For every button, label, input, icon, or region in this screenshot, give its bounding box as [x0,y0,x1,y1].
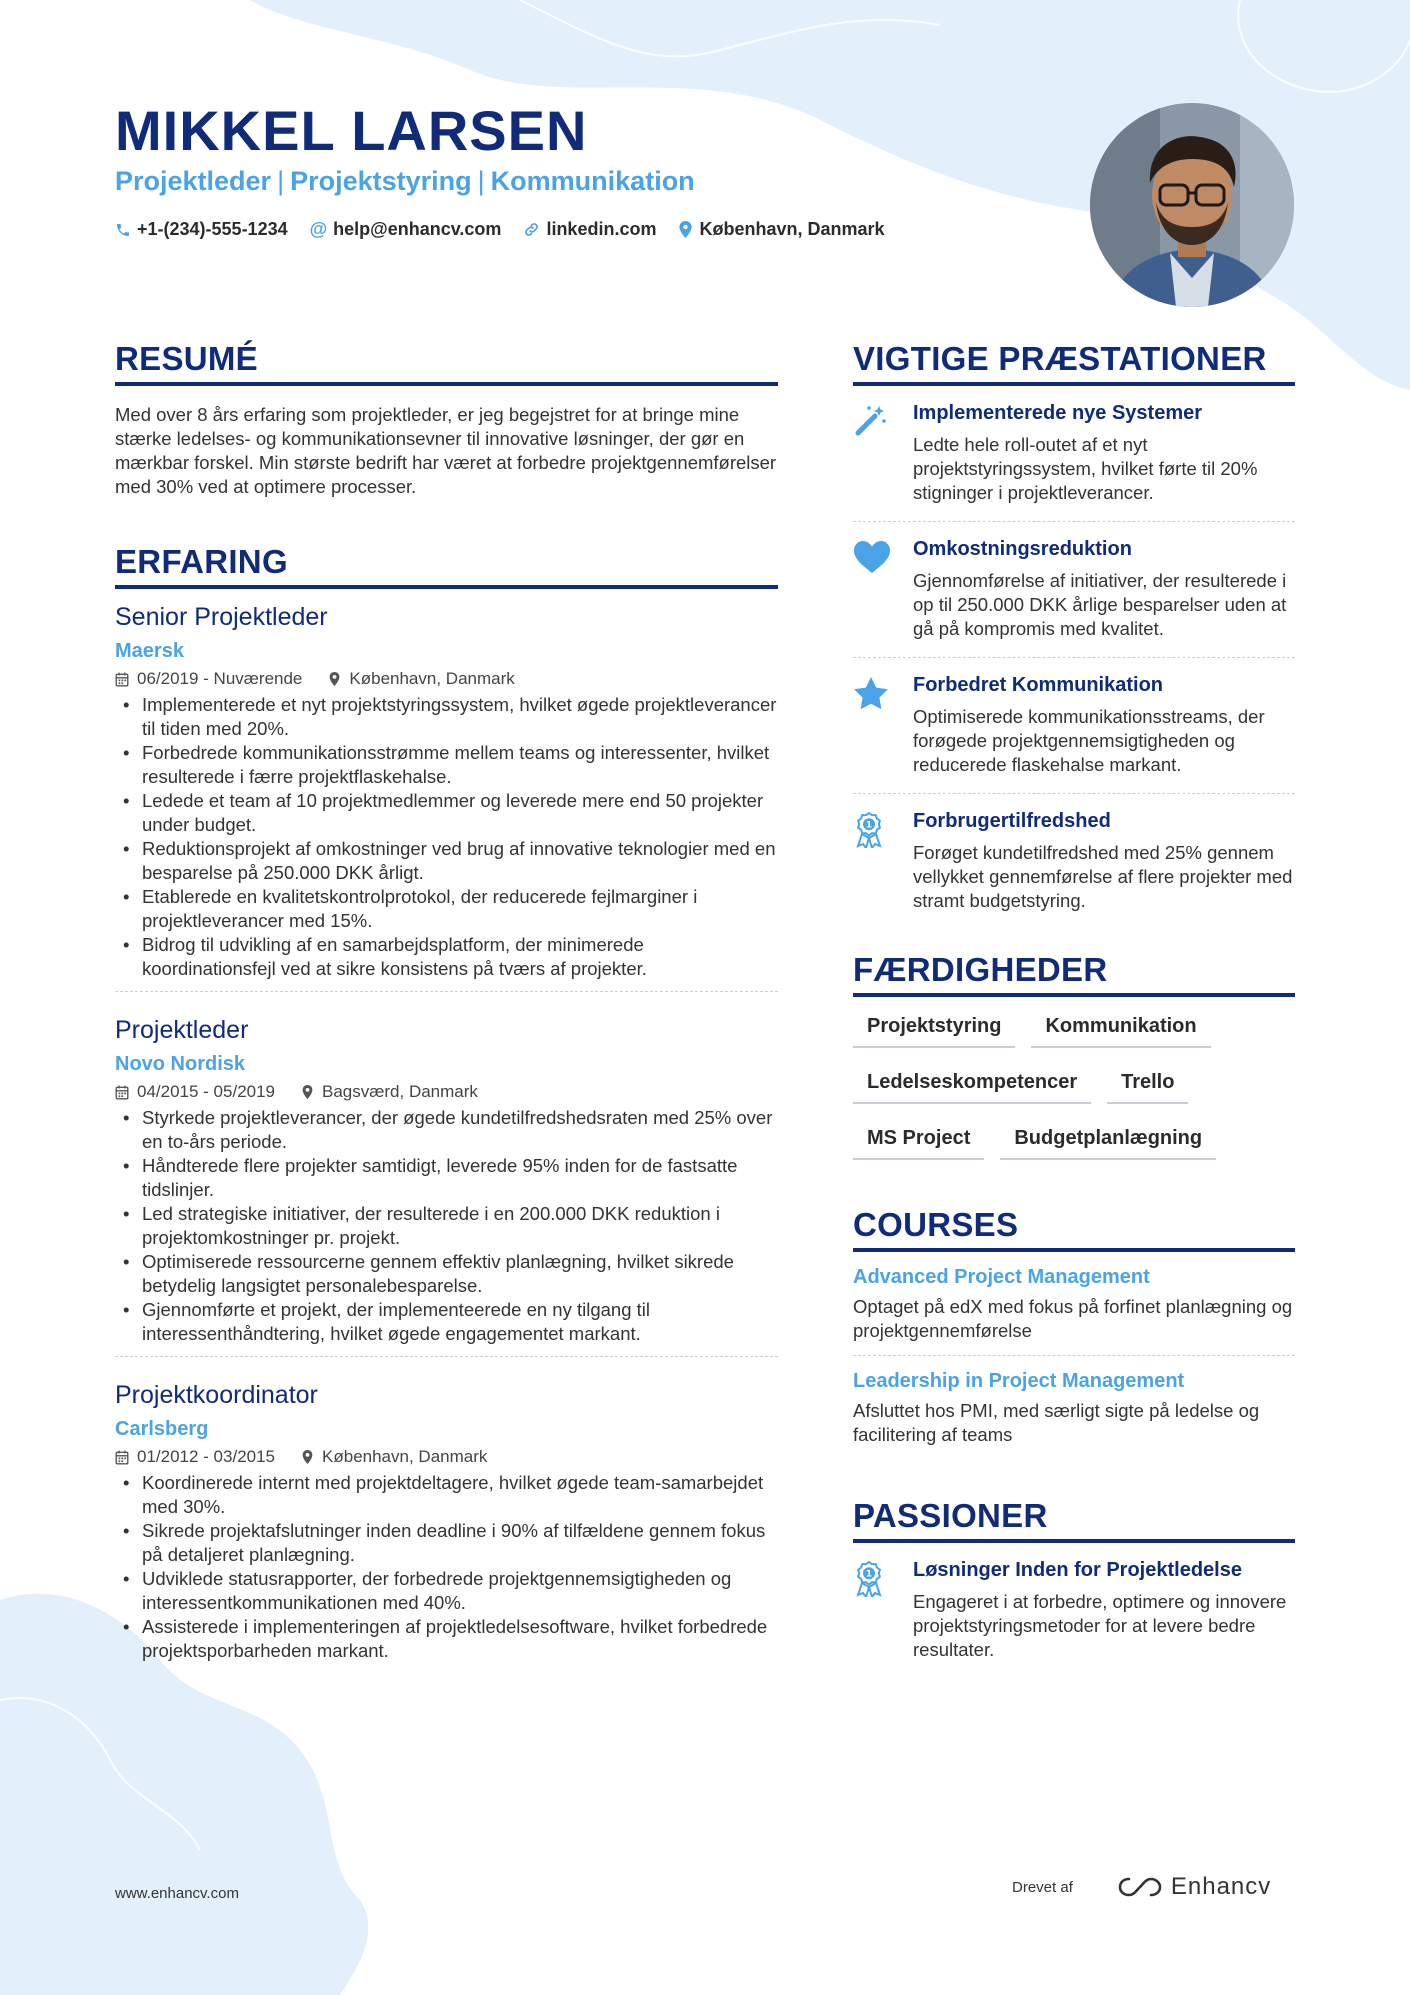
phone-text: +1-(234)-555-1234 [137,219,288,239]
brand-name: Enhancv [1170,1873,1272,1900]
achievement-item [853,522,1295,658]
job-meta [115,669,778,689]
job-dates-text: 06/2019 - Nuværende [137,669,303,688]
phone-icon [115,222,131,238]
achievement-text: Forøget kundetilfredshed med 25% gennem vellykket gennemførelse af flere projekter med stramt budgetstyring. [913,842,1293,911]
job-bullet: • Ledede et team af 10 projektmedlemmer og leverede mere end 50 projekter under budget. [115,789,778,837]
skill-tag: Ledelseskompetencer [853,1063,1091,1104]
location-text: København, Danmark [699,219,885,239]
course-title: Leadership in Project Management [853,1370,1185,1392]
experience-section [115,543,778,1673]
courses-section [853,1206,1295,1459]
skill-tag: Projektstyring [853,1007,1015,1048]
job-bullet: • Udviklede statusrapporter, der forbedrede projektgennemsigtigheden og interessentkommunikationen med 40%. [115,1567,778,1615]
achievement-title: Implementerede nye Systemer [913,402,1203,424]
award-ribbon-icon [853,1561,885,1597]
location-pin-icon [301,1449,322,1465]
job-meta [115,1447,778,1467]
course-item [853,1252,1295,1356]
course-text: Optaget på edX med fokus på forfinet planlægning og projektgennemførelse [853,1296,1293,1341]
achievement-list [853,386,1295,929]
left-column [115,340,778,1673]
footer-branding [1012,1873,1271,1901]
profile-photo [1090,103,1294,307]
headline-skill-2: Kommunikation [490,166,695,196]
calendar-icon [115,1450,137,1465]
job-bullet: • Optimiserede ressourcerne gennem effektiv planlægning, hvilket sikrede betydelig langsigtet personalebesparelse. [115,1250,778,1298]
achievement-item [853,658,1295,794]
achievement-body [913,810,1295,913]
summary-section [115,340,778,499]
job-dates [115,1447,275,1467]
achievement-body [913,402,1295,505]
course-item [853,1356,1295,1459]
job-location-text: København, Danmark [322,1447,488,1466]
achievement-text: Gjennomførelse af initiativer, der resulterede i op til 250.000 DKK årlige besparelser uden at gå på kompromis med kvalitet. [913,570,1287,639]
job-dates [115,1082,275,1102]
job-bullet: • Implementerede et nyt projektstyringssystem, hvilket øgede projektleverancer til tiden med 20%. [115,693,778,741]
job-dates-text: 01/2012 - 03/2015 [137,1447,276,1466]
svg-text:1: 1 [865,820,873,831]
skill-tag: Kommunikation [1031,1007,1210,1048]
at-icon: @ [309,219,328,239]
location-pin-icon [678,221,693,238]
job-bullet: • Reduktionsprojekt af omkostninger ved brug af innovative teknologier med en besparelse på 250.000 DKK årligt. [115,837,778,885]
job-location-text: København, Danmark [349,669,515,688]
magic-wand-icon [853,404,887,438]
summary-text: Med over 8 års erfaring som projektleder, er jeg begejstret for at bringe mine stærke ledelses- og kommunikationsevner til innovative løsninger, der gør en mærkbar forskel. Min største bedrift har været at forbedre projektgennemførelser med 30% ved at optimere processer. [115,404,777,497]
course-title: Advanced Project Management [853,1266,1150,1288]
headline-role: Projektleder [115,166,272,196]
contact-location [678,219,884,240]
achievement-item [853,386,1295,522]
job-entry [115,1381,778,1673]
company-name: Carlsberg [115,1418,209,1440]
job-bullets [115,1471,778,1663]
passions-section [853,1497,1295,1678]
passion-body [913,1559,1295,1662]
contact-linkedin[interactable] [523,219,656,240]
powered-by-text: Drevet af [1012,1878,1073,1896]
job-dates [115,669,302,689]
linkedin-text: linkedin.com [546,219,657,239]
achievement-text: Optimiserede kommunikationsstreams, der forøgede projektgennemsigtigheden og reducerede flaskehalse markant. [913,706,1265,775]
job-location-text: Bagsværd, Danmark [322,1082,478,1101]
courses-title: COURSES [853,1206,1295,1252]
headline-separator: | [477,166,485,196]
job-bullet: • Styrkede projektleverancer, der øgede kundetilfredshedsraten med 25% over en to-års periode. [115,1106,778,1154]
job-title: Projektleder [115,1016,249,1044]
award-ribbon-icon [853,812,885,848]
passion-list [853,1543,1295,1678]
job-bullet: • Led strategiske initiativer, der resulterede i en 200.000 DKK reduktion i projektomkostninger pr. projekt. [115,1202,778,1250]
achievement-icon-wrap [853,674,913,777]
skill-tag: MS Project [853,1119,984,1160]
achievements-title: VIGTIGE PRÆSTATIONER [853,340,1295,386]
heart-icon [853,540,891,574]
achievement-body [913,674,1295,777]
job-location [301,1082,478,1102]
job-location [328,669,514,689]
achievement-title: Omkostningsreduktion [913,538,1132,560]
achievement-item [853,794,1295,929]
skills-title: FÆRDIGHEDER [853,951,1295,997]
link-icon [523,221,540,238]
email-text: help@enhancv.com [333,219,502,239]
job-bullet: • Bidrog til udvikling af en samarbejdsplatform, der minimerede koordinationsfejl ved at sikre konsistens på tværs af projekter. [115,933,778,981]
contact-phone[interactable] [115,219,288,240]
job-location [301,1447,487,1467]
brand-logo[interactable] [1117,1873,1271,1901]
svg-text:1: 1 [865,1569,873,1580]
candidate-name: MIKKEL LARSEN [115,99,588,162]
job-bullet: • Etablerede en kvalitetskontrolprotokol, der reducerede fejlmarginer i projektleverancer med 15%. [115,885,778,933]
job-divider [115,991,778,992]
footer-website[interactable]: www.enhancv.com [115,1885,239,1902]
passions-title: PASSIONER [853,1497,1295,1543]
contact-email[interactable] [310,219,502,240]
passion-text: Engageret i at forbedre, optimere og innovere projektstyringsmetoder for at levere bedre resultater. [913,1591,1287,1660]
achievement-icon-wrap [853,402,913,505]
job-meta [115,1082,778,1102]
job-dates-text: 04/2015 - 05/2019 [137,1082,276,1101]
star-icon [853,676,889,710]
skill-tag: Budgetplanlægning [1000,1119,1216,1160]
achievement-title: Forbrugertilfredshed [913,810,1111,832]
location-pin-icon [301,1084,322,1100]
achievements-section [853,340,1295,929]
job-bullet: • Håndterede flere projekter samtidigt, leverede 95% inden for de fastsatte tidslinjer. [115,1154,778,1202]
job-bullet: • Gjennomførte et projekt, der implementeerede en ny tilgang til interessenthåndtering, hvilket øgede engagementet markant. [115,1298,778,1346]
job-title: Senior Projektleder [115,603,328,631]
skills-section [853,951,1295,1175]
achievement-icon-wrap [853,810,913,913]
location-pin-icon [328,671,349,687]
passion-icon-wrap [853,1559,913,1662]
achievement-title: Forbedret Kommunikation [913,674,1164,696]
job-title: Projektkoordinator [115,1381,318,1409]
passion-item [853,1543,1295,1678]
achievement-icon-wrap [853,538,913,641]
calendar-icon [115,1085,137,1100]
headline-separator: | [277,166,285,196]
job-bullets [115,693,778,981]
job-bullet: • Koordinerede internt med projektdeltagere, hvilket øgede team-samarbejdet med 30%. [115,1471,778,1519]
job-divider [115,1356,778,1357]
company-name: Maersk [115,640,184,662]
course-list [853,1252,1295,1459]
skill-tag: Trello [1107,1063,1188,1104]
company-name: Novo Nordisk [115,1053,246,1075]
skill-list [853,1007,1295,1175]
calendar-icon [115,672,137,687]
contact-bar [115,219,907,240]
achievement-body [913,538,1295,641]
passion-title: Løsninger Inden for Projektledelse [913,1559,1242,1581]
headline-skill-1: Projektstyring [290,166,472,196]
enhancv-logo-icon [1117,1875,1163,1899]
job-bullet: • Sikrede projektafslutninger inden deadline i 90% af tilfældene gennem fokus på detaljeret planlægning. [115,1519,778,1567]
course-text: Afsluttet hos PMI, med særligt sigte på ledelse og facilitering af teams [853,1400,1260,1445]
job-entry [115,603,778,1002]
job-bullets [115,1106,778,1346]
experience-title: ERFARING [115,543,778,589]
job-bullet: • Forbedrede kommunikationsstrømme mellem teams og interessenter, hvilket resulterede i færre projektflaskehalse. [115,741,778,789]
job-list [115,603,778,1673]
headline [115,166,695,197]
job-bullet: • Assisterede i implementeringen af projektledelsesoftware, hvilket forbedrede projektsporbarheden markant. [115,1615,778,1663]
job-entry [115,1016,778,1367]
summary-title: RESUMÉ [115,340,778,386]
achievement-text: Ledte hele roll-outet af et nyt projektstyringssystem, hvilket førte til 20% stigninger i projektleverancer. [913,434,1258,503]
right-column [853,340,1295,1678]
